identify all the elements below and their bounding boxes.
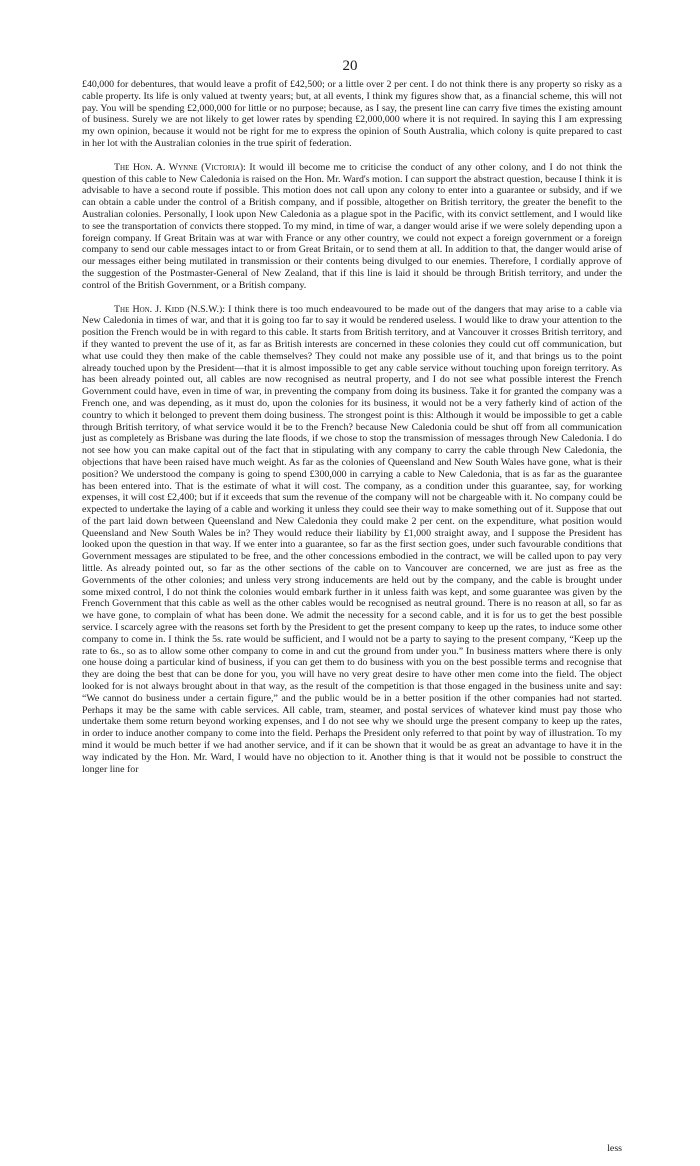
document-body [82,79,622,775]
paragraph-1-text: £40,000 for debentures, that would leave a profit of £42,500; or a little over 2 per cent. I do not think there is any property so risky as a cable property. Its life is only valued at twenty years; but, at all events, I think my figures show that, as a financial scheme, this will not pay. You will be spending £2,000,000 for little or no purpose; because, as I say, the present line can carry five times the existing amount of business. Surely we are not likely to get lower rates by spending £2,000,000 where it is not required. In saying this I am expressing my own opinion, because it would not be right for me to express the opinion of South Australia, which colony is quite prepared to cast in her lot with the Australian colonies in the true spirit of federation. [82,79,622,149]
paragraph-1 [82,79,622,150]
paragraph-2 [82,162,622,292]
page-number: 20 [342,58,358,74]
catchword: less [607,1143,622,1154]
paragraph-2-text: It would ill become me to criticise the conduct of any other colony, and I do not think the question of this cable to New Caledonia is raised on the Hon. Mr. Ward's motion. I can support the abstract question, because I think it is advisable to have a second route if possible. This motion does not call upon any colony to enter into a guarantee or subsidy, and if we can obtain a cable under the control of a British company, and if possible, altogether on British territory, the greater the benefit to the Australian colonies. Personally, I look upon New Caledonia as a plague spot in the Pacific, with its convict settlement, and I would like to see the transportation of convicts there stopped. To my mind, in time of war, a danger would arise if we were solely depending upon a foreign company. If Great Britain was at war with France or any other country, we could not expect a foreign government or a foreign company to send our cable messages intact to or from Great Britain, or to send them at all. In addition to that, the danger would arise of our messages either being mutilated in transmission or their contents being divulged to our enemies. Therefore, I cordially approve of the suggestion of the Postmaster-General of New Zealand, that if this line is laid it should be through British territory, and under the control of the British Government, or a British company. [82,161,622,291]
speaker-wynne: The Hon. A. Wynne (Victoria): [114,161,246,173]
paragraph-3 [82,304,622,776]
paragraph-3-text: I think there is too much endeavoured to be made out of the dangers that may arise to a cable via New Caledonia in times of war, and that it is going too far to say it would be rendered useless. I would like to draw your attention to the position the French would be in with regard to this cable. It starts from British territory, and at Vancouver it crosses British territory, and if they wanted to prevent the use of it, as far as British interests are concerned in these colonies they could cut off communication, but what use could they then make of the cable themselves? They could not make any possible use of it, and that brings us to the point already touched upon by the President—that it is almost impossible to get any cable service without touching upon foreign territory. As has been already pointed out, all cables are now recognised as neutral property, and I do not see what possible interest the French Government could have, even in time of war, in preventing the company from doing its business. Take it for granted the company was a French one, and was depending, as it must do, upon the colonies for its business, it would not be a very fatherly kind of action of the country to which it belonged to prevent them doing business. The strongest point is this: Although it would be impossible to get a cable through British territory, of what service would it be to the French? because New Caledonia could be shut off from all communication just as completely as Brisbane was during the late floods, if we chose to stop the transmission of messages through New Caledonia. I do not see how you can make capital out of the fact that in stipulating with any company to carry the cable through New Caledonia, the objections that have been raised have much weight. As far as the colonies of Queensland and New South Wales have gone, what is their position? We understood the company is going to spend £300,000 in carrying a cable to New Caledonia, that is as far as the guarantee has been entered into. That is the estimate of what it will cost. The company, as a condition under this guarantee, say, for working expenses, it will cost £2,400; but if it exceeds that sum the revenue of the company will not be chargeable with it. No company could be expected to undertake the laying of a cable and working it unless they could see their way to make something out of it. Suppose that out of the part laid down between Queensland and New Caledonia they could make 2 per cent. on the expenditure, what position would Queensland and New South Wales be in? They would reduce their liability by £1,000 straight away, and I suppose the President has looked upon the question in that way. If we enter into a guarantee, so far as the first section goes, under such favourable conditions that Government messages are stipulated to be free, and the other concessions embodied in the contract, we will be called upon to pay very little. As already pointed out, so far as the other sections of the cable on to Vancouver are concerned, we are just as free as the Governments of the other colonies; and unless very strong inducements are held out by the company, and the cable is brought under some mixed control, I do not think the colonies would embark further in it unless faith was kept, and some guarantee was given by the French Government that this cable as well as the other cables would be recognised as neutral ground. There is no reason at all, so far as we have gone, to complain of what has been done. We admit the necessity for a second cable, and it is for us to get the best possible service. I scarcely agree with the reasons set forth by the President to get the present company to keep up the rates, to induce some other company to come in. I think the 5s. rate would be sufficient, and I would not be a party to saying to the present company, “Keep up the rate to 6s., so as to allow some other company to come in and cut the ground from under you.” In business matters where there is only one house doing a particular kind of business, if you can get them to do business with you on the best possible terms and recognise that they are doing the best that can be done for you, you will have no very great desire to have other men come into the field. The object looked for is not always brought about in that way, as the result of the competition is that those engaged in the business unite and say: “We cannot do business under a certain figure,” and the public would be in a better position if the other companies had not started. Perhaps it may be the same with cable services. All cable, tram, steamer, and postal services of whatever kind must pay those who undertake them some return beyond working expenses, and I do not see why we should urge the present company to keep up the rates, in order to induce another company to come into the field. Perhaps the President only referred to that point by way of illustration. To my mind it would be much better if we had another service, and if it can be shown that it would be as great an advantage to have it in the way indicated by the Hon. Mr. Ward, I would have no objection to it. Another thing is that it would not be possible to construct the longer line for [82,303,622,775]
speaker-kidd: The Hon. J. Kidd (N.S.W.): [114,303,226,315]
